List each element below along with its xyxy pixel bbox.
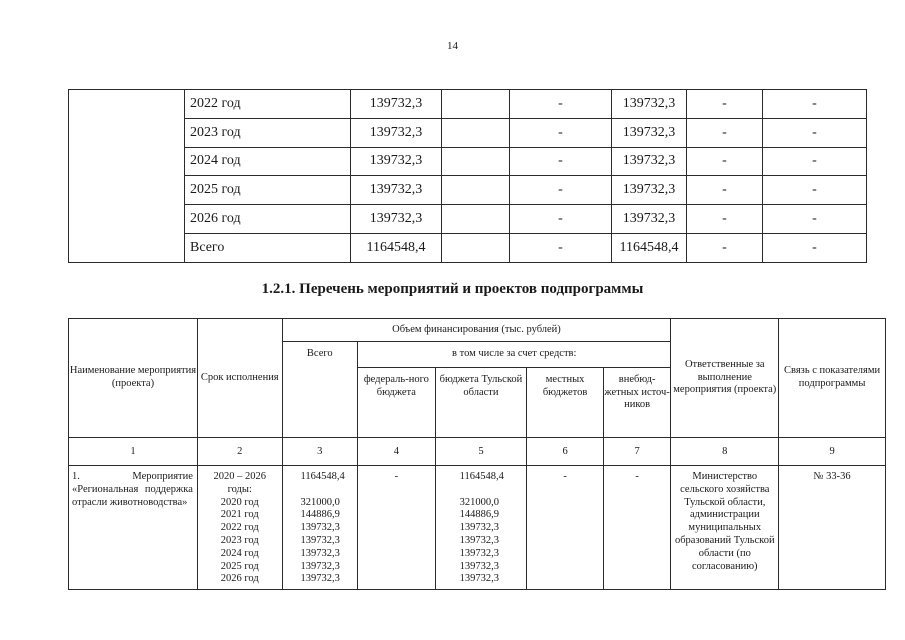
year-cell: 2022 год [185,90,351,119]
local-cell: - [510,90,612,119]
total-cell: 139732,3 [351,176,442,205]
page-number: 14 [447,40,458,52]
total-item: 139732,3 [300,560,340,572]
regional-cell: 139732,3 [612,147,687,176]
indicators-cell: № 33-36 [779,466,886,590]
year-cell: Всего [185,233,351,262]
regional-item: 139732,3 [459,522,500,534]
total-sum: 1164548,4 [300,471,345,482]
federal-cell [442,176,510,205]
header-offbudget: внебюд-жетных источ-ников [603,368,671,438]
total-item: 139732,3 [300,573,340,585]
offbudget-cell: - [687,90,763,119]
local-cell: - [510,233,612,262]
other-cell: - [763,205,867,234]
federal-cell [442,233,510,262]
year-item: 2026 год [220,573,259,585]
regional-cell: 139732,3 [612,118,687,147]
table-row [69,233,867,262]
event-name-cell [69,466,198,590]
regional-cell: 139732,3 [612,90,687,119]
year-item: 2024 год [220,547,259,559]
offbudget-cell: - [603,466,671,590]
regional-item: 139732,3 [459,573,500,585]
total-cell [282,466,358,590]
regional-item: 321000,0 [459,496,500,508]
column-index-row [69,438,886,466]
other-cell: - [763,118,867,147]
table-row [69,176,867,205]
event-word: Мероприятие [132,471,193,482]
federal-cell [442,205,510,234]
other-cell: - [763,233,867,262]
header-responsible: Ответственные за выполнение мероприятия (проекта) [671,319,779,438]
total-cell: 139732,3 [351,147,442,176]
year-item: 2023 год [220,534,259,546]
regional-cell: 139732,3 [612,176,687,205]
responsible-cell: Министерство сельского хозяйства Тульской области, администрации муниципальных образований Тульской области (по согласованию) [671,466,779,590]
federal-cell [442,90,510,119]
year-item: 2020 год [220,496,259,508]
header-name: Наименование мероприятия (проекта) [69,319,198,438]
regional-sum: 1164548,4 [459,471,504,482]
year-item: 2022 год [220,522,259,534]
table-row [69,147,867,176]
term-cell [197,466,282,590]
table-row [69,118,867,147]
header-regional: бюджета Тульской области [435,368,527,438]
section-title: 1.2.1. Перечень мероприятий и проектов подпрограммы [261,281,644,297]
total-item: 139732,3 [300,547,340,559]
term-sub: годы: [227,483,252,495]
total-item: 139732,3 [300,522,340,534]
total-cell: 139732,3 [351,90,442,119]
event-title: «Региональная поддержка отрасли животноводства» [72,483,193,508]
local-cell: - [527,466,604,590]
column-index: 7 [603,438,671,466]
regional-item: 144886,9 [459,509,500,521]
year-cell: 2025 год [185,176,351,205]
total-item: 139732,3 [300,534,340,546]
other-cell: - [763,147,867,176]
term-range: 2020 – 2026 [213,471,266,482]
event-number: 1. [72,471,80,482]
offbudget-cell: - [687,233,763,262]
header-financing: Объем финансирования (тыс. рублей) [282,319,671,342]
column-index: 6 [527,438,604,466]
events-table [68,318,886,590]
total-cell: 1164548,4 [351,233,442,262]
year-cell: 2024 год [185,147,351,176]
blank-merged-cell [69,90,185,263]
regional-cell: 139732,3 [612,205,687,234]
header-local: местных бюджетов [527,368,604,438]
federal-cell [442,118,510,147]
year-cell: 2026 год [185,205,351,234]
offbudget-cell: - [687,118,763,147]
local-cell: - [510,176,612,205]
regional-cell [435,466,527,590]
header-total: Всего [282,342,358,438]
other-cell: - [763,90,867,119]
regional-item: 139732,3 [459,560,500,572]
regional-item: 139732,3 [459,534,500,546]
year-item: 2025 год [220,560,259,572]
regional-cell: 1164548,4 [612,233,687,262]
local-cell: - [510,118,612,147]
header-federal: федераль-ного бюджета [358,368,436,438]
column-index: 1 [69,438,198,466]
local-cell: - [510,205,612,234]
column-index: 2 [197,438,282,466]
column-index: 4 [358,438,436,466]
total-item: 321000,0 [300,496,340,508]
table-row [69,90,867,119]
column-index: 8 [671,438,779,466]
local-cell: - [510,147,612,176]
other-cell: - [763,176,867,205]
header-term: Срок исполнения [197,319,282,438]
year-cell: 2023 год [185,118,351,147]
federal-cell: - [358,466,436,590]
column-index: 3 [282,438,358,466]
total-cell: 139732,3 [351,118,442,147]
header-indicators: Связь с показателями подпрограммы [779,319,886,438]
financing-years-table [68,89,867,263]
offbudget-cell: - [687,205,763,234]
table-row [69,466,886,590]
header-including: в том числе за счет средств: [358,342,671,368]
offbudget-cell: - [687,147,763,176]
column-index: 5 [435,438,527,466]
year-item: 2021 год [220,509,259,521]
offbudget-cell: - [687,176,763,205]
federal-cell [442,147,510,176]
table-row [69,205,867,234]
column-index: 9 [779,438,886,466]
regional-item: 139732,3 [459,547,500,559]
total-item: 144886,9 [300,509,340,521]
total-cell: 139732,3 [351,205,442,234]
